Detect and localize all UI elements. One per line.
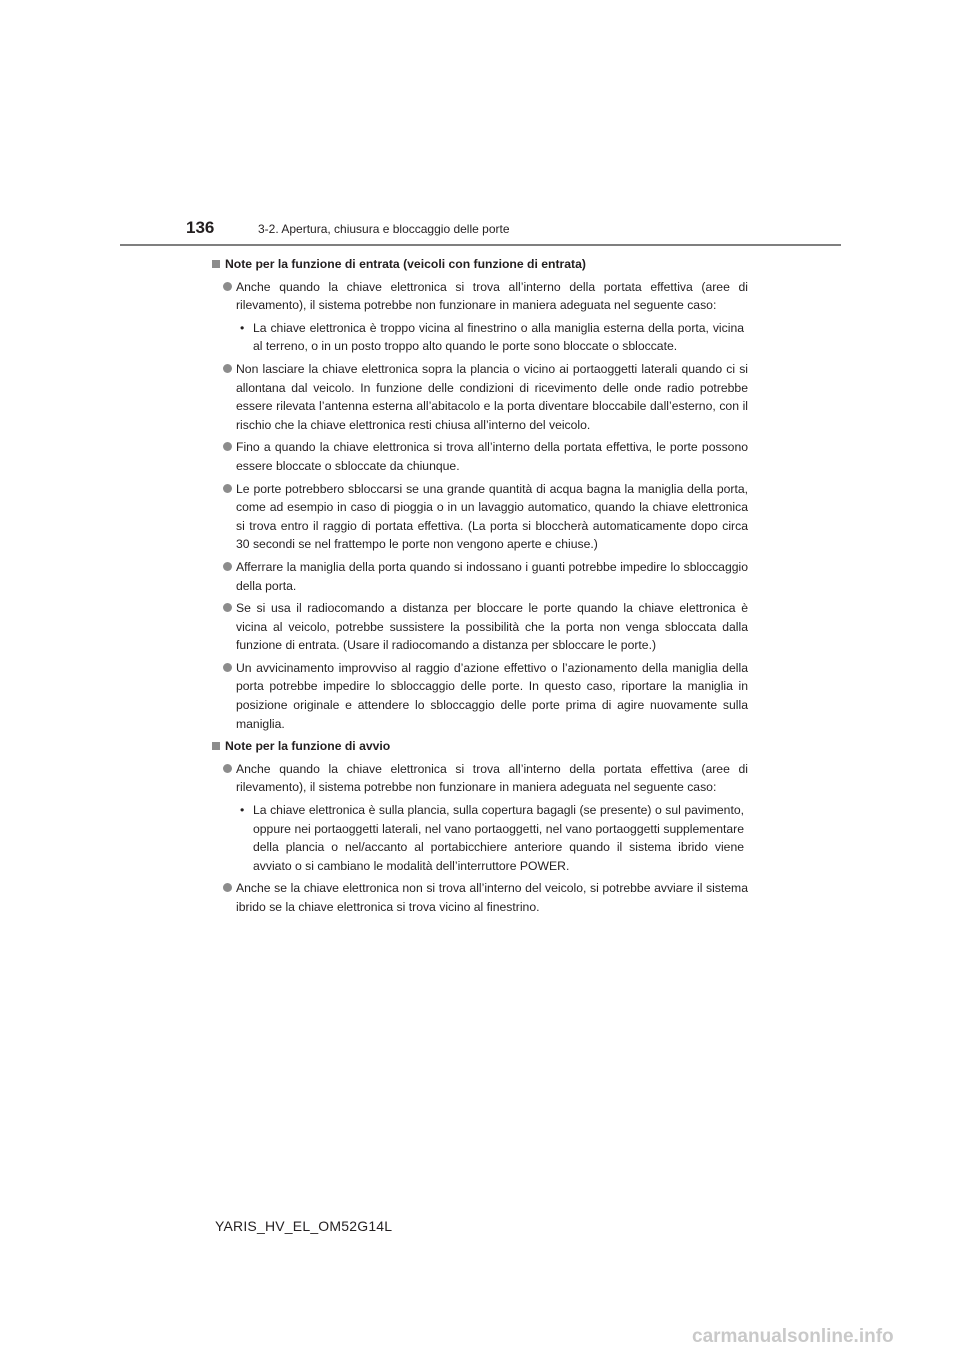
model-code: YARIS_HV_EL_OM52G14L (215, 1218, 393, 1234)
list-item (212, 879, 748, 916)
round-bullet-icon (223, 764, 232, 773)
round-bullet-icon (223, 883, 232, 892)
round-bullet-icon (223, 364, 232, 373)
sub-list-item-text: La chiave elettronica è sulla plancia, sulla copertura bagagli (se presente) o sul pavimento, oppure nei portaoggetti laterali, nel vano portaoggetti, nel vano portaoggetti supplementare della plancia o nel/accanto al portabicchiere anteriore quando il sistema ibrido viene avviato o si cambiano le modalità dell’interruttore POWER. (253, 803, 744, 873)
list-item (212, 599, 748, 655)
round-bullet-icon (223, 663, 232, 672)
list-item (212, 278, 748, 315)
running-head: 3-2. Apertura, chiusura e bloccaggio delle porte (258, 222, 510, 236)
sub-bullet-mark: • (240, 320, 245, 335)
sub-list-item-text: La chiave elettronica è troppo vicina al finestrino o alla maniglia esterna della porta, vicina al terreno, o in un posto troppo alto quando le porte sono bloccate o sbloccate. (253, 320, 744, 354)
section-title: Note per la funzione di avvio (225, 739, 391, 754)
sub-list-item (212, 801, 748, 875)
list-item-text: Anche quando la chiave elettronica si trova all’interno della portata effettiva (aree di rilevamento), il sistema potrebbe non funzionare in maniera adeguata nel seguente caso: (236, 279, 748, 313)
sub-bullet-mark: • (240, 803, 245, 818)
square-bullet-icon (212, 742, 220, 750)
round-bullet-icon (223, 562, 232, 571)
section-heading (212, 255, 748, 274)
list-item (212, 659, 748, 733)
list-item-text: Anche se la chiave elettronica non si trova all’interno del veicolo, si potrebbe avviare il sistema ibrido se la chiave elettronica si trova vicino al finestrino. (236, 881, 748, 914)
list-item (212, 558, 748, 595)
watermark: carmanualsonline.info (692, 1326, 894, 1347)
list-item (212, 438, 748, 475)
list-item-text: Un avvicinamento improvviso al raggio d’azione effettivo o l’azionamento della maniglia della porta potrebbe impedire lo sbloccaggio delle porte. In questo caso, riportare la maniglia in posizione originale e attendere lo sbloccaggio delle porte prima di agire nuovamente sulla maniglia. (236, 660, 748, 731)
section-heading (212, 737, 748, 756)
list-item-text: Afferrare la maniglia della porta quando si indossano i guanti potrebbe impedire lo sbloccaggio della porta. (236, 559, 748, 593)
list-item-text: Anche quando la chiave elettronica si trova all’interno della portata effettiva (aree di rilevamento), il sistema potrebbe non funzionare in maniera adeguata nel seguente caso: (236, 761, 748, 795)
section-title: Note per la funzione di entrata (veicoli con funzione di entrata) (225, 257, 586, 271)
square-bullet-icon (212, 260, 220, 268)
list-item (212, 360, 748, 434)
round-bullet-icon (223, 282, 232, 291)
list-item-text: Fino a quando la chiave elettronica si trova all’interno della portata effettiva, le porte possono essere bloccate o sbloccate da chiunque. (236, 440, 748, 473)
list-item (212, 760, 748, 797)
round-bullet-icon (223, 603, 232, 612)
page-content (212, 255, 748, 921)
header-rule (120, 244, 841, 246)
list-item-text: Le porte potrebbero sbloccarsi se una grande quantità di acqua bagna la maniglia della porta, come ad esempio in caso di pioggia o in un lavaggio automatico, quando la chiave elettronica si trova entro il raggio di portata effettiva. (La porta si bloccherà automaticamente dopo circa 30 secondi se nel frattempo le porte non vengono aperte e chiuse.) (236, 481, 748, 552)
round-bullet-icon (223, 484, 232, 493)
sub-list-item (212, 319, 748, 356)
round-bullet-icon (223, 442, 232, 451)
list-item-text: Se si usa il radiocomando a distanza per bloccare le porte quando la chiave elettronica è vicina al veicolo, potrebbe sussistere la possibilità che la porta non venga sbloccata dalla funzione di entrata. (Usare il radiocomando a distanza per sbloccare le porte.) (236, 601, 748, 653)
list-item-text: Non lasciare la chiave elettronica sopra la plancia o vicino ai portaoggetti laterali quando ci si allontana dal veicolo. In funzione delle condizioni di ricevimento delle onde radio potrebbe essere rilevata l’antenna esterna all’abitacolo e la porta diventare bloccabile dall’esterno, con il rischio che la chiave elettronica resti chiusa all’interno del veicolo. (236, 361, 748, 432)
list-item (212, 480, 748, 554)
page-number: 136 (186, 218, 215, 237)
